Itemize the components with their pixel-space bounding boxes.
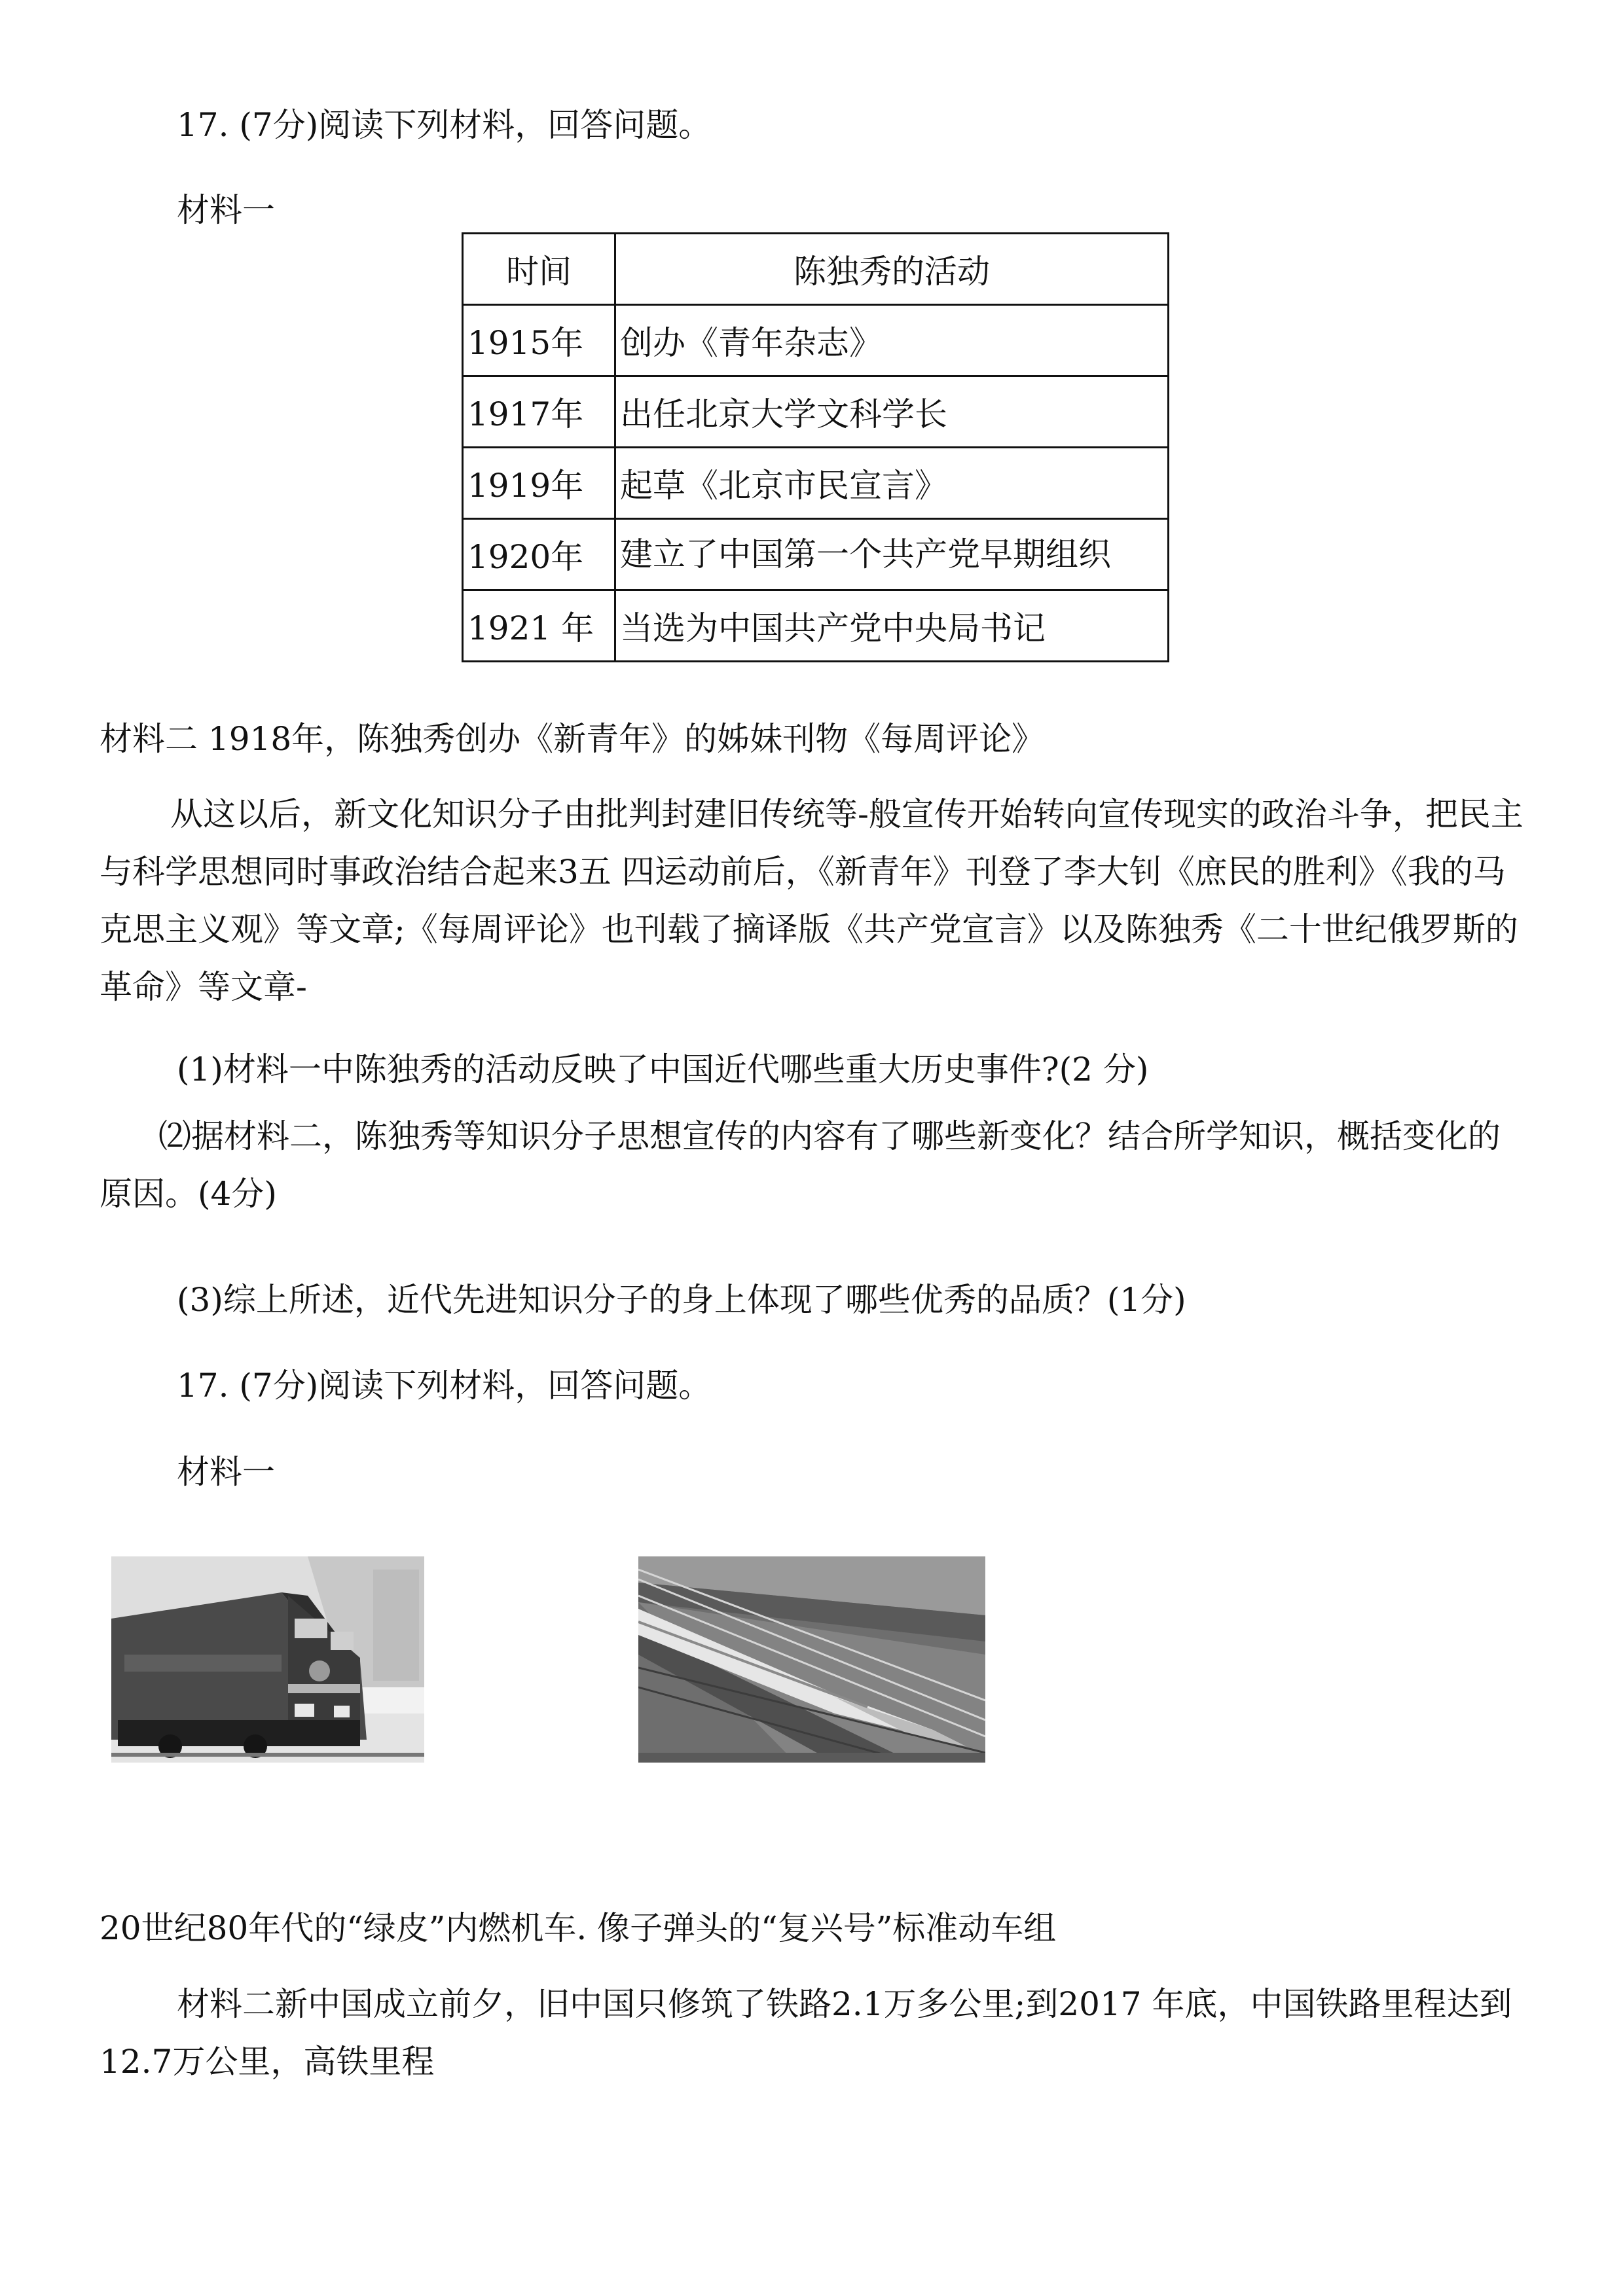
activity-table: [462, 232, 1169, 662]
table-header-activity: 陈独秀的活动: [615, 234, 1169, 305]
sub-question-1: (1)材料一中陈独秀的活动反映了中国近代哪些重大历史事件?(2 分): [177, 1050, 1149, 1088]
table-cell-activity: 当选为中国共产党中央局书记: [615, 590, 1169, 662]
material-two-body: 材料二新中国成立前夕，旧中国只修筑了铁路2.1万多公里;到2017 年底，中国铁路里程达到12.7万公里，高铁里程: [100, 1985, 1512, 2081]
table-row: [463, 590, 1169, 662]
material-label: 材料一: [177, 191, 275, 229]
table-row: [463, 376, 1169, 448]
table-cell-year: 1917年: [463, 376, 615, 448]
table-cell-activity: 创办《青年杂志》: [615, 305, 1169, 376]
table-cell-year: 1915年: [463, 305, 615, 376]
table-cell-activity: 建立了中国第一个共产党早期组织: [615, 519, 1169, 590]
diesel-locomotive-photo: [111, 1556, 424, 1763]
table-header-row: [463, 234, 1169, 305]
fuxing-train-photo: [638, 1556, 985, 1763]
material-label: 材料一: [177, 1453, 275, 1491]
material-two-body: 从这以后，新文化知识分子由批判封建旧传统等-般宣传开始转向宣传现实的政治斗争，把民主与科学思想同时事政治结合起来3五 四运动前后，《新青年》刊登了李大钊《庶民的胜利》《我的马克思主义观》等文章;《每周评论》也刊载了摘译版《共产党宣言》以及陈独秀《二十世纪俄罗斯的革命》等文章-: [100, 795, 1523, 1006]
table-cell-year: 1920年: [463, 519, 615, 590]
photo-caption: 20世纪80年代的“绿皮”内燃机车. 像子弹头的“复兴号”标准动车组: [100, 1909, 1057, 1947]
table-header-time: 时间: [463, 234, 615, 305]
table-row: [463, 305, 1169, 376]
material-two-title: 材料二 1918年，陈独秀创办《新青年》的姊妹刊物《每周评论》: [100, 720, 1045, 758]
question-heading: 17. (7分)阅读下列材料，回答问题。: [177, 106, 712, 144]
sub-question-3: (3)综上所述，近代先进知识分子的身上体现了哪些优秀的品质？(1分): [177, 1281, 1186, 1319]
question-heading: 17. (7分)阅读下列材料，回答问题。: [177, 1367, 712, 1405]
table-row: [463, 519, 1169, 590]
table-cell-year: 1919年: [463, 448, 615, 519]
table-cell-year: 1921 年: [463, 590, 615, 662]
table-cell-activity: 起草《北京市民宣言》: [615, 448, 1169, 519]
sub-question-2: ⑵据材料二，陈独秀等知识分子思想宣传的内容有了哪些新变化？结合所学知识，概括变化的原因。(4分): [100, 1117, 1501, 1213]
table-row: [463, 448, 1169, 519]
table-cell-activity: 出任北京大学文科学长: [615, 376, 1169, 448]
